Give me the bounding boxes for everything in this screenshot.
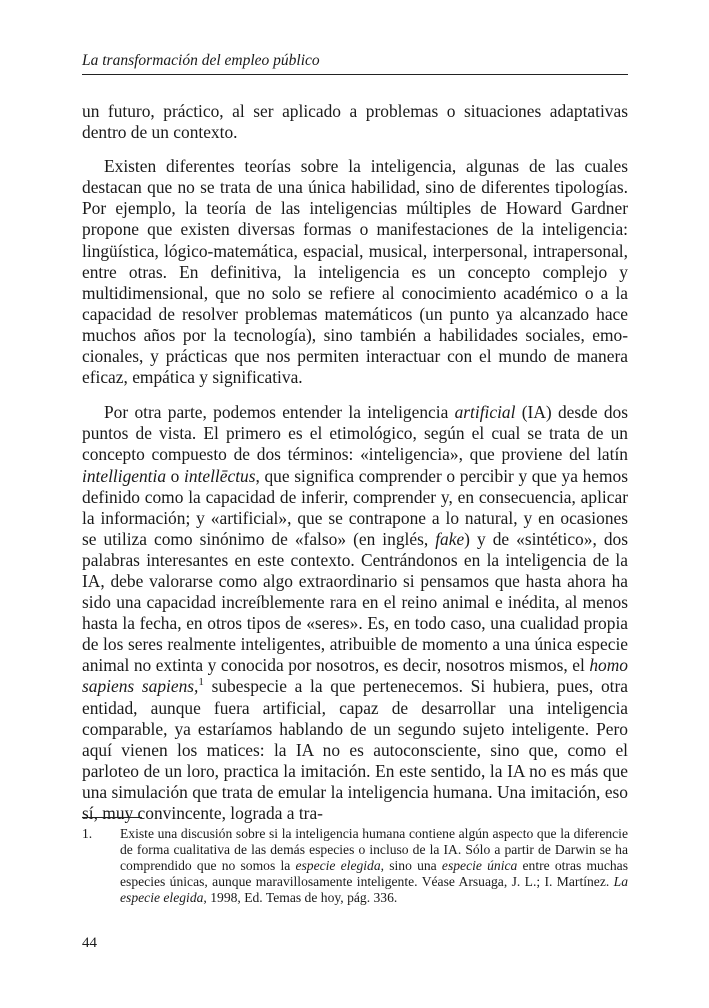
paragraph-2: Existen diferentes teorías sobre la inteligencia, algunas de las cuales destacan que no se trata de una única habilidad, sino de diferentes tipologías. Por ejemplo, la teoría de las inteligencias múltiples de Howard Gardner propone que existen diversas formas o manifestaciones de la inteligencia: lingüística, lógico-matemática, espacial, musical, interpersonal, intrapersonal, entre otras. En definitiva, la inteligencia es un concepto complejo y multidimensional, que no solo se refiere al conocimiento académico o a la capacidad de resolver problemas matemáticos (un punto ya alcanzado hace muchos años por la tecnología), sino también a habilidades sociales, emocionales, y prácticas que nos permiten interactuar con el mundo de manera eficaz, empática y significativa. [82,156,628,388]
paragraph-1: un futuro, práctico, al ser aplicado a problemas o situaciones adaptativas dentro de un contexto. [82,101,628,143]
fn-text: Existe una discusión sobre si la inteligencia humana contiene algún aspecto que la diferencie de forma cualitativa de las demás especies o incluso de la IA. Sólo a partir de Darwin se ha comprendido que no somos la [120,826,628,873]
fn-text: , sino una [380,858,442,873]
p3-italic: fake [435,528,465,549]
footnote-text [120,826,628,906]
body-text [82,101,628,838]
footnote-marker[interactable]: 1 [198,676,204,689]
running-header [82,51,628,75]
fn-text: , 1998, Ed. Temas de hoy, pág. 336. [203,890,398,905]
footnote [82,826,628,906]
paragraph-3 [82,402,628,824]
fn-italic: especie elegida [295,858,381,873]
p3-text: ) y de «sintético», dos palabras interesantes en este contexto. Centrándonos en la inteligencia de la IA, debe valorarse como algo extraordinario si pensamos que hasta ahora ha sido una capacidad increíblemente rara en el reino animal e inédita, al menos hasta la fecha, en otros tipos de «seres». Es, en todo caso, una cualidad propia de los seres realmente inteligentes, atribuible de momento a una única especie animal no extinta y conocida por nosotros, es decir, nosotros mismos, el [82,528,628,676]
p3-text: subespecie a la que pertenecemos. Si hubiera, pues, otra entidad, aunque fuera artificial, capaz de desarrollar una inteligencia comparable, ya estaríamos hablando de un segundo sujeto inteligente. Pero aquí vienen los matices: la IA no es autoconsciente, sino que, como el parloteo de un loro, practica la imitación. En este sentido, la IA no es más que una simulación que trata de emular la inteligencia humana. Una imitación, eso sí, muy convincente, lograda a tra- [82,676,628,823]
p3-italic: homo sapiens sapiens, [82,655,628,697]
p3-italic: intelligentia [82,465,167,486]
p3-text: o [166,465,185,486]
p3-italic: artificial [454,402,516,423]
footnote-number: 1. [82,826,93,841]
page-number: 44 [82,935,97,951]
fn-italic: especie única [441,858,518,873]
fn-italic: La especie elegida [120,874,628,905]
footnote-divider [82,817,142,818]
fn-text: entre otras muchas especies únicas, aunque maravillosamente inteligente. Véase Arsuaga, J. L.; I. Martínez. [120,858,628,889]
p3-text: , que significa comprender o percibir y que ya hemos definido como la capacidad de inferir, comprender y, en consecuencia, aplicar la información; y «artificial», que se contrapone a lo natural, y en ocasiones se utiliza como sinónimo de «falso» (en inglés, [82,465,628,549]
p3-text: Por otra parte, podemos entender la inteligencia [104,402,455,423]
header-title: La transformación del empleo público [82,52,320,69]
p3-italic: intellēctus [184,465,256,486]
p3-text: (IA) desde dos puntos de vista. El primero es el etimológico, según el cual se trata de un concepto compuesto de dos términos: «inteligencia», que proviene del latín [82,402,628,465]
